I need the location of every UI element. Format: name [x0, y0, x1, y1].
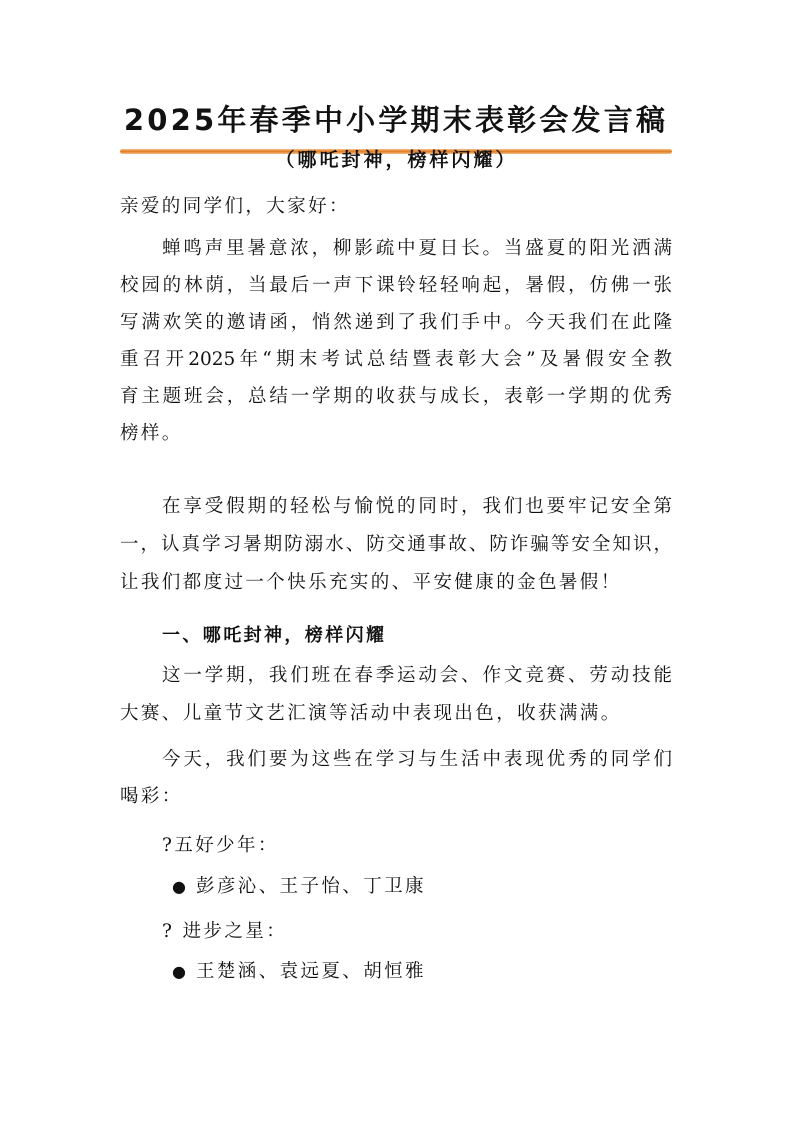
text-line: 喝彩： [120, 786, 183, 807]
text-line: 写满欢笑的邀请函，悄然递到了我们手中。今天我们在此隆 [120, 312, 672, 333]
text-line: 今天，我们要为这些在学习与生活中表现优秀的同学们 [162, 749, 672, 770]
award-label-2: ? 进步之星： [162, 921, 288, 942]
award-label-1: ?五好少年： [162, 835, 279, 856]
text-line: 校园的林荫，当最后一声下课铃轻轻响起，暑假，仿佛一张 [120, 275, 672, 296]
text-line: 育主题班会，总结一学期的收获与成长，表彰一学期的优秀 [120, 386, 672, 407]
text-line: 大赛、儿童节文艺汇演等活动中表现出色，收获满满。 [120, 703, 622, 724]
bullet-icon: ● [172, 962, 186, 981]
greeting: 亲爱的同学们，大家好： [120, 196, 350, 217]
text-line: 一，认真学习暑期防溺水、防交通事故、防诈骗等安全知识， [120, 534, 672, 555]
section-heading: 一、哪吒封神，榜样闪耀 [162, 625, 387, 646]
text-line: 这一学期，我们班在春季运动会、作文竞赛、劳动技能 [162, 665, 672, 686]
award-names-2: 王楚涵、袁远夏、胡恒雅 [196, 961, 426, 982]
text-line: 在享受假期的轻松与愉悦的同时，我们也要牢记安全第 [162, 496, 672, 517]
text-line: 蝉鸣声里暑意浓，柳影疏中夏日长。当盛夏的阳光洒满 [162, 238, 672, 259]
text-line: 让我们都度过一个快乐充实的、平安健康的金色暑假！ [120, 572, 622, 593]
text-line: 重召开2025年“期末考试总结暨表彰大会”及暑假安全教 [120, 349, 672, 370]
subtitle: （哪吒封神，榜样闪耀） [275, 149, 518, 171]
text-line: 榜样。 [120, 423, 183, 444]
award-names-1: 彭彦沁、王子怡、丁卫康 [196, 876, 426, 897]
page-title: 2025年春季中小学期末表彰会发言稿 [123, 103, 669, 137]
bullet-icon: ● [172, 877, 186, 896]
